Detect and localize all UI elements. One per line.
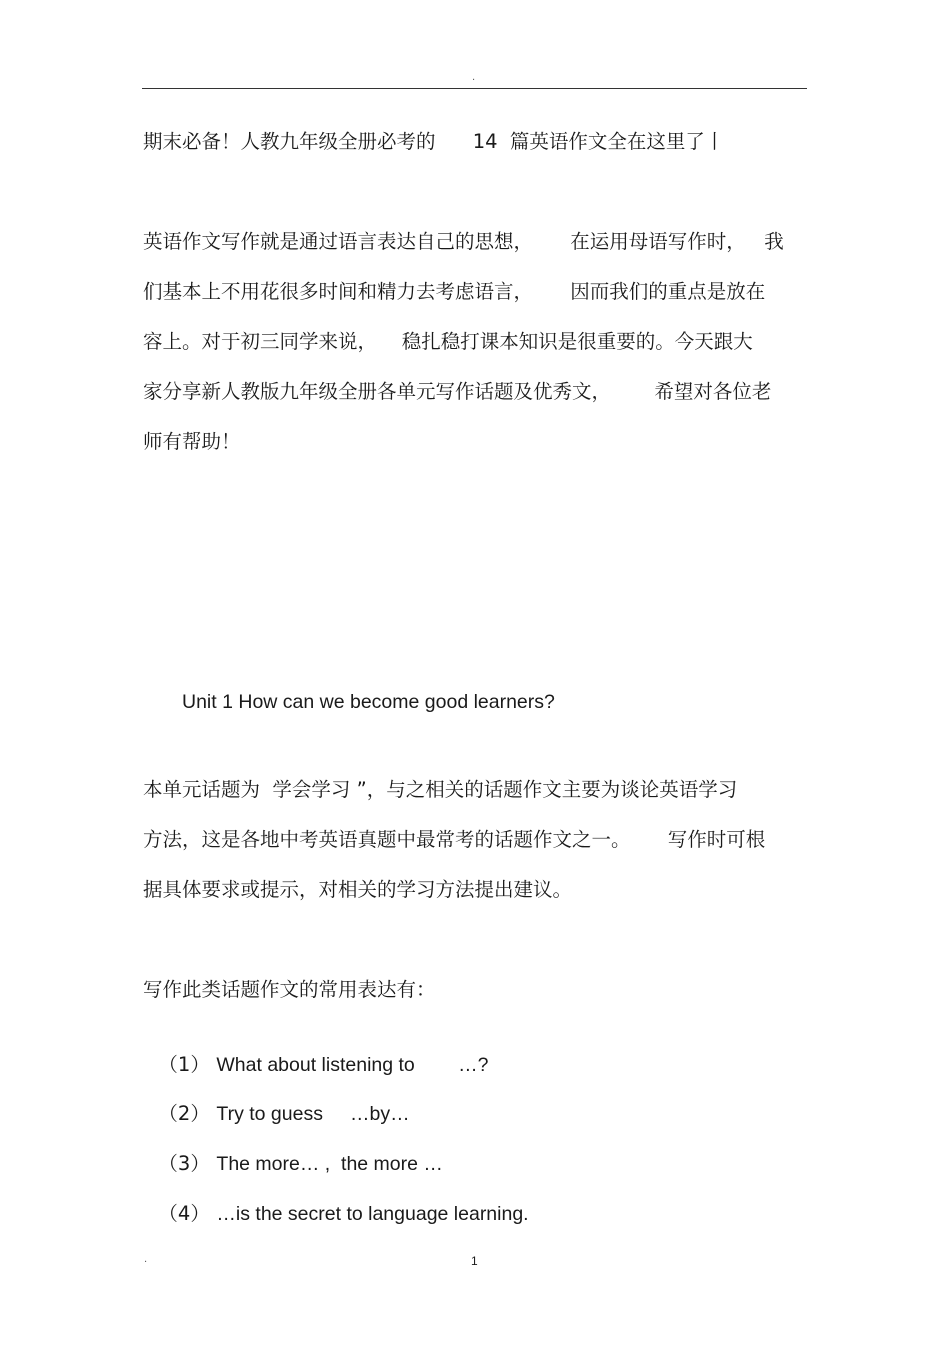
intro-line-5: 师有帮助！ [143,430,241,453]
expression-number: （2） [158,1102,210,1125]
unit-intro-line-1: 本单元话题为 学会学习 ”，与之相关的话题作文主要为谈论英语学习 [143,778,738,801]
expression-text: The more… , the more … [216,1153,443,1175]
unit-intro-line-2: 方法，这是各地中考英语真题中最常考的话题作文之一。 写作时可根 [143,828,766,851]
expression-item [146,1078,410,1126]
intro-line-2: 们基本上不用花很多时间和精力去考虑语言， 因而我们的重点是放在 [143,280,766,303]
expression-text: Try to guess …by… [216,1103,410,1125]
footer-dot: . [144,1254,148,1265]
expression-text: What about listening to …? [216,1054,489,1076]
unit-intro-line-3: 据具体要求或提示，对相关的学习方法提出建议。 [143,878,573,901]
intro-line-3: 容上。对于初三同学来说， 稳扎稳打课本知识是很重要的。今天跟大 [143,330,753,353]
header-rule [142,88,807,89]
expression-text: …is the secret to language learning. [216,1203,529,1225]
expression-number: （3） [158,1152,210,1175]
intro-line-4: 家分享新人教版九年级全册各单元写作话题及优秀文， 希望对各位老 [143,380,772,403]
unit-heading: Unit 1 How can we become good learners? [182,691,555,713]
expression-item [146,1128,443,1176]
header-dot: . [472,72,476,83]
expressions-heading: 写作此类话题作文的常用表达有： [143,978,436,1001]
expression-number: （4） [158,1202,210,1225]
page-number: 1 [471,1254,478,1268]
intro-line-1: 英语作文写作就是通过语言表达自己的思想， 在运用母语写作时， 我 [143,230,784,253]
expression-number: （1） [158,1053,210,1076]
expression-item [146,1029,488,1077]
expression-item [146,1178,529,1226]
document-title: 期末必备！人教九年级全册必考的 14 篇英语作文全在这里了丨 [143,130,725,153]
